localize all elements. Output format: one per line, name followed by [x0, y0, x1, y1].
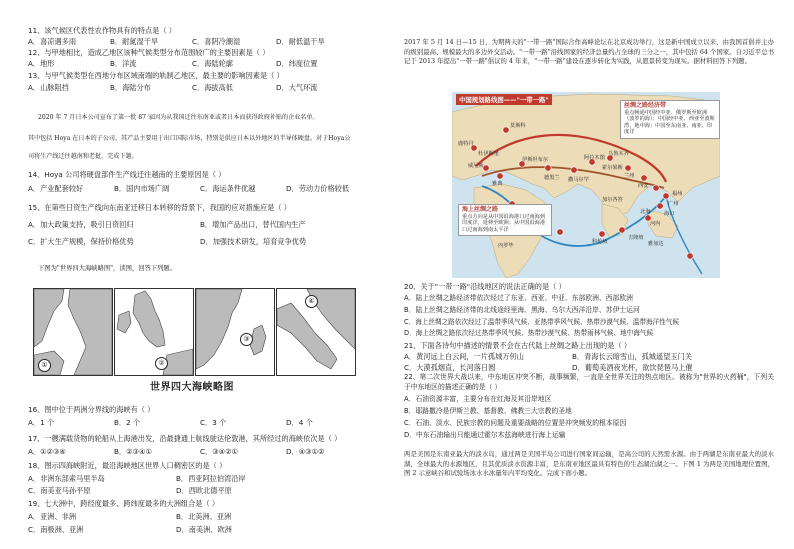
city-label: 广州 — [668, 201, 679, 207]
q11-option-b[interactable]: B．耐氮湿干旱 — [110, 37, 159, 46]
strait-label-4: ④ — [305, 295, 318, 308]
q21-option-d[interactable]: D．葡萄美酒夜光杯，欲饮琵琶马上催 — [572, 363, 693, 372]
city-label: 雅典 — [492, 181, 503, 187]
sea-route-legend — [458, 204, 552, 236]
q15-option-c[interactable]: C．扩大生产规模，保持价格优势 — [28, 237, 134, 246]
q22-option-a[interactable]: A．石油资源丰富，主要分布在红海及其沿岸地区 — [404, 395, 552, 403]
belt-road-map — [452, 92, 720, 278]
q18-option-a[interactable]: A．非洲东部索马里半岛 — [28, 474, 105, 483]
q17-option-b[interactable]: B．②③④① — [114, 447, 152, 456]
passage1-line2: 其中包括 Hoya 在日本的子公司，其产品主要用于出口国际市场，特别是供应日本以外地区的半导体硬盘。对于Hoya公 — [28, 135, 351, 142]
q20-option-a[interactable]: A．陆上丝绸之路经济带依次经过了东亚、西亚、中亚、东部欧洲、西部欧洲 — [404, 294, 633, 302]
city-label: 霍尔果斯 — [602, 165, 623, 171]
q21-stem: 21、下面各诗句中描述的情景不会在古代陆上丝绸之路上出现的是（ ） — [404, 341, 632, 350]
city-label: 加尔各答 — [602, 197, 623, 203]
land-route-legend — [620, 100, 720, 139]
q15-option-d[interactable]: D．加强技术研发，培育竞争优势 — [200, 237, 307, 246]
q11-option-c[interactable]: C．喜阴冷潮湿 — [192, 37, 241, 46]
q20-option-d[interactable]: D．海上丝绸之路依次经过热带季风气候、热带沙漠气候、热带雨林气候、地中海气候 — [404, 329, 654, 337]
city-label: 海口 — [664, 211, 675, 217]
q13-stem: 13、与甲气候类型在西地分布区域南端的轨制乙地区，最主要的影响因素是（ ） — [28, 71, 284, 80]
q18-stem: 18、图示四海峡附近，最沿海峡地区世界人口稠密区的是（ ） — [28, 461, 227, 470]
q19-option-a[interactable]: A．亚洲、非洲 — [28, 512, 77, 521]
q14-stem: 14、Hoya 公司将硬盘部件生产线迁往越南的主要原因是（ ） — [28, 170, 226, 179]
q15-options-row1 — [28, 220, 380, 229]
city-label: 撒马尔罕 — [568, 177, 589, 183]
q21-option-a[interactable]: A．黄河远上白云间，一片孤城万仞山 — [404, 352, 524, 361]
q12-option-a[interactable]: A．地形 — [28, 59, 55, 68]
q16-option-c[interactable]: C．3 个 — [200, 418, 227, 427]
city-label: 德黑兰 — [544, 175, 560, 181]
q19-option-c[interactable]: C．南极洲、亚洲 — [28, 525, 84, 534]
q18-options-row2 — [28, 486, 380, 495]
sea-route-legend-text: 重点方向是从中国沿海港口过南海到印度洋，延伸至欧洲；从中国沿海港口过南海到南太平洋 — [462, 213, 546, 233]
q16-option-d[interactable]: D．4 个 — [286, 418, 313, 427]
q13-option-d[interactable]: D．大气环流 — [276, 83, 318, 92]
city-label: 莫斯科 — [510, 123, 526, 129]
q21-options-row2 — [404, 363, 774, 372]
city-label: 内罗毕 — [498, 243, 514, 249]
q13-option-c[interactable]: C．海拔高低 — [192, 83, 233, 92]
q22-stem: 22、第二次世界大战以来，中东地区冲突不断，战事频繁，一直是全世界关注的热点地区。被称为"世界的火药桶"，下列关于中东地区的描述正确的是（ ） — [404, 373, 774, 391]
strait-map-3 — [195, 288, 275, 376]
map-intro: 下图为"世界四大海峡略图"，读图，回答下列题。 — [38, 265, 177, 272]
q16-option-b[interactable]: B．2 个 — [114, 418, 141, 427]
strait-map-title: 世界四大海峡略图 — [150, 382, 234, 393]
q12-stem: 12、与甲地相比，造成乙地区该种气候类型分布范围较广的主要因素是（ ） — [28, 48, 270, 57]
q16-stem: 16、图中位于两洲分界线的海峡有（ ） — [28, 405, 155, 414]
city-label: 北海 — [640, 209, 651, 215]
q18-option-c[interactable]: C．南美亚马孙平原 — [28, 486, 91, 495]
q13-option-a[interactable]: A．山脉阻挡 — [28, 83, 69, 92]
city-label: 兰州 — [624, 173, 635, 179]
lake-passage: 两是美国是东南亚最大的淡水岛，通过两是美国半岛公司进行国家间运输，是高公司的天然需水源。由于两湖是东南亚最大的淡水湖，全球最大的水源地区，且其优质淡水资源丰富，是东南亚地区最具有特色的生态湖泊湖之一。下图 1 为两是美国地理位置图，图 2 示意峡谷和试验场冰水水冰量年内平均变化。完成下面小题。 — [404, 450, 774, 478]
q11-stem: 11、该气候区代表性农作物具有的特点是（ ） — [28, 26, 176, 35]
q15-option-a[interactable]: A．加大政策支持，吸引日资回归 — [28, 220, 134, 229]
city-label: 西安 — [638, 183, 649, 189]
city-label: 河内 — [650, 221, 661, 227]
city-label: 福州 — [672, 191, 683, 197]
q12-option-d[interactable]: D．纬度位置 — [276, 59, 318, 68]
q22-option-c[interactable]: C．石油、淡水、民族宗教的问题及重要战略的位置是冲突频发的根本原因 — [404, 419, 627, 427]
q22-option-b[interactable]: B．耶路撒冷是伊斯兰教、基督教、佛教三大宗教的圣地 — [404, 407, 572, 415]
q18-option-b[interactable]: B．西亚阿拉伯湾沿岸 — [176, 474, 246, 483]
city-label: 阿拉木图 — [584, 155, 605, 161]
q15-options-row2 — [28, 237, 380, 246]
q13-options — [28, 83, 380, 92]
strait-map-4 — [276, 288, 356, 376]
q14-option-d[interactable]: D．劳动力价格较低 — [286, 184, 350, 193]
q20-option-c[interactable]: C．海上丝绸之路依次经过了温带季风气候、亚热带季风气候、热带沙漠气候、温带海洋性气候 — [404, 318, 679, 326]
q17-stem: 17、一艘满载货物的轮船从上海港出发，沿最捷通上航线驶达伦敦港，其所经过的海峡依次是（ ） — [28, 434, 342, 443]
q22-option-d[interactable]: D．中东石油输出只能通过霍尔木兹海峡进行海上运输 — [404, 431, 566, 439]
q17-option-d[interactable]: D．④③①② — [286, 447, 325, 456]
q11-options — [28, 37, 380, 46]
q14-option-c[interactable]: C．海运条件优越 — [200, 184, 256, 193]
city-label: 吉隆坡 — [628, 235, 644, 241]
q18-options-row1 — [28, 474, 380, 483]
city-label: 伊斯坦布尔 — [522, 157, 548, 163]
q21-options-row1 — [404, 352, 774, 361]
city-label: 杜伊斯堡 — [478, 151, 499, 157]
strait-label-2: ② — [155, 357, 168, 370]
q16-option-a[interactable]: A．1 个 — [28, 418, 55, 427]
land-route-legend-title: 丝绸之路经济带 — [624, 102, 667, 109]
strait-2-sketch — [115, 289, 193, 375]
q20-option-b[interactable]: B．陆上丝绸之路经济带的北线途经里海、黑海、乌尔大西洋沿岸、苏伊士运河 — [404, 306, 640, 314]
city-label: 鹿特丹 — [458, 141, 474, 147]
q12-option-b[interactable]: B．洋流 — [110, 59, 137, 68]
q19-stem: 19、七大洲中，跨经度最多、跨纬度最多的大洲组合是（ ） — [28, 499, 220, 508]
q12-options — [28, 59, 380, 68]
strait-label-1: ① — [38, 359, 51, 372]
q16-options — [28, 418, 380, 427]
strait-map-2 — [114, 288, 194, 376]
city-label: 威尼斯 — [468, 163, 484, 169]
passage1-line3: 司将生产线迁往越南和老挝。完成下题。 — [28, 153, 138, 160]
q11-option-d[interactable]: D．耐低温干旱 — [276, 37, 325, 46]
q19-option-d[interactable]: D．南美洲、欧洲 — [176, 525, 232, 534]
strait-label-3: ③ — [240, 333, 253, 346]
q17-option-c[interactable]: C．③④②① — [200, 447, 238, 456]
belt-road-map-title: 中国规划路线图——"一带一路" — [456, 94, 552, 105]
q17-options — [28, 447, 380, 456]
q20-stem: 20、关于"一带一路"沿线地区的说法正确的是（ ） — [404, 282, 566, 291]
q12-option-c[interactable]: C．海陆轮廓 — [192, 59, 233, 68]
q15-stem: 15、在第些日资生产线向东南亚迁移日本转移的背景下，我国的应对措施应是（ ） — [28, 203, 291, 212]
city-label: 科伦坡 — [592, 239, 608, 245]
q15-option-b[interactable]: B．增加产品出口，替代国内生产 — [200, 220, 306, 229]
q17-option-a[interactable]: A．①②③④ — [28, 447, 66, 456]
q11-option-a[interactable]: A．喜凉遇多雨 — [28, 37, 77, 46]
q19-options-row2 — [28, 525, 380, 534]
q21-option-c[interactable]: C．大漠孤烟直，长河落日圆 — [404, 363, 496, 372]
q18-option-d[interactable]: D．西欧北德平原 — [176, 486, 232, 495]
strait-3-sketch — [196, 289, 274, 375]
belt-road-passage: 2017 年 5 月 14 日—15 日，为期两天的"一带一路"国际合作高峰论坛在北京成功举行，这是新中国成立以来，由我国首倡并主办的级别最高、规模最大的多边外交活动。"一带一路"沿线国家的经济总量约占全球的三分之一，其中包括 64 个国家。自习近平总书记于 2013 年提出"一带一路"倡议的 4 年来，"一带一路"建设在逐步转化为实践，从愿景转变为现实。据材料回答下列题。 — [404, 38, 774, 66]
q13-option-b[interactable]: B．海陆分布 — [110, 83, 151, 92]
q19-option-b[interactable]: B．北美洲、亚洲 — [176, 512, 232, 521]
q14-option-a[interactable]: A．产业配套较好 — [28, 184, 84, 193]
land-route-legend-text: 重点畅通中国经中亚、俄罗斯至欧洲（波罗的海）；中国经中亚、西亚至波斯湾、地中海；中国至东南亚、南亚、印度洋 — [624, 109, 715, 136]
strait-map-1 — [33, 288, 113, 376]
q14-options — [28, 184, 380, 193]
city-label: 乌鲁木齐 — [608, 151, 629, 157]
city-label: 雅加达 — [648, 241, 664, 247]
q21-option-b[interactable]: B．青海长云暗雪山，孤城遥望玉门关 — [572, 352, 692, 361]
q14-option-b[interactable]: B．国内市场广阔 — [114, 184, 170, 193]
q19-options-row1 — [28, 512, 380, 521]
sea-route-legend-title: 海上丝绸之路 — [462, 206, 499, 213]
passage1-line1: 2020 年 7 月日本公司宣布了第一批 87 家因为从我国迁往东南亚或者日本而获得政府补贴的企业名单。 — [38, 114, 319, 121]
